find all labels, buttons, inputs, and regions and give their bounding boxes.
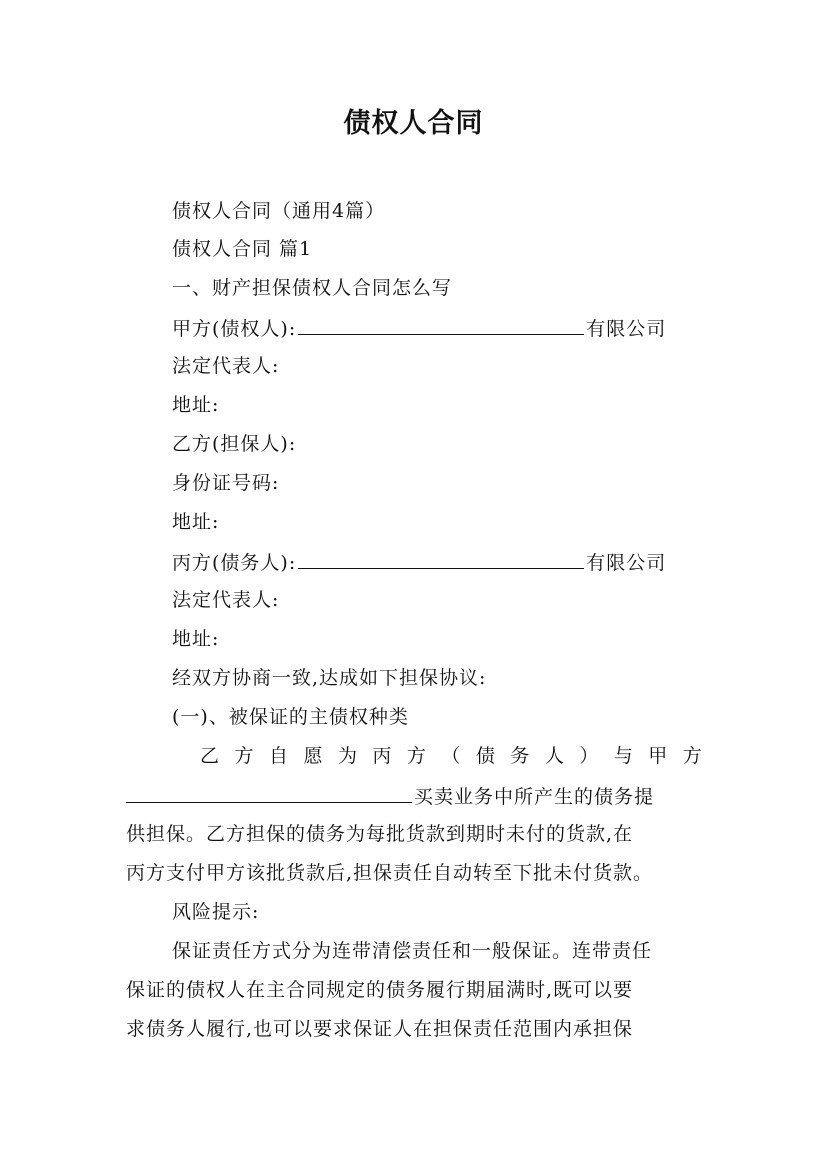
risk-text-line: 求债务人履行,也可以要求保证人在担保责任范围内承担保 xyxy=(126,1018,634,1040)
char: 甲 xyxy=(648,745,668,767)
clause-text-line xyxy=(200,743,702,769)
risk-notice-heading: 风险提示: xyxy=(172,901,260,923)
party-b-line: 乙方(担保人): xyxy=(172,433,297,455)
char: 为 xyxy=(337,745,357,767)
char: 债 xyxy=(475,745,495,767)
clause-text: 买卖业务中所产生的债务提 xyxy=(414,786,655,808)
clause-text-line: 供担保。乙方担保的债务为每批货款到期时未付的货款,在 xyxy=(126,823,634,845)
address-line: 地址: xyxy=(172,394,220,416)
party-a-blank xyxy=(298,314,584,335)
business-blank xyxy=(126,782,412,803)
char: 自 xyxy=(268,745,288,767)
char: 乙 xyxy=(200,745,220,767)
party-c-line xyxy=(172,548,666,576)
risk-text-line: 保证责任方式分为连带清偿责任和一般保证。连带责任 xyxy=(172,940,653,962)
subtitle-line: 债权人合同（通用4篇） xyxy=(172,200,386,222)
legal-rep-line: 法定代表人: xyxy=(172,589,280,611)
party-c-suffix: 有限公司 xyxy=(586,552,667,574)
char: 方 xyxy=(406,745,426,767)
legal-rep-line: 法定代表人: xyxy=(172,355,280,377)
party-c-blank xyxy=(298,548,584,569)
party-a-label: 甲方(债权人): xyxy=(172,318,297,340)
clause-text-line xyxy=(126,782,702,810)
section-heading: 债权人合同 篇1 xyxy=(172,238,313,260)
char: 与 xyxy=(613,745,633,767)
party-a-line xyxy=(172,314,666,342)
subsection-heading: 一、财产担保债权人合同怎么写 xyxy=(172,277,453,299)
address-line: 地址: xyxy=(172,628,220,650)
address-line: 地址: xyxy=(172,511,220,533)
id-number-line: 身份证号码: xyxy=(172,472,280,494)
document-title: 债权人合同 xyxy=(343,108,484,139)
char: 丙 xyxy=(372,745,392,767)
char: 方 xyxy=(682,745,702,767)
char: 方 xyxy=(234,745,254,767)
char: 务 xyxy=(510,745,530,767)
agreement-intro: 经双方协商一致,达成如下担保协议: xyxy=(172,667,487,689)
char: ） xyxy=(579,745,599,767)
party-c-label: 丙方(债务人): xyxy=(172,552,297,574)
clause-text-line: 丙方支付甲方该批货款后,担保责任自动转至下批未付货款。 xyxy=(126,862,654,884)
char: 人 xyxy=(544,745,564,767)
party-a-suffix: 有限公司 xyxy=(586,318,667,340)
char: 愿 xyxy=(303,745,323,767)
risk-text-line: 保证的债权人在主合同规定的债务履行期届满时,既可以要 xyxy=(126,979,634,1001)
clause-heading: (一)、被保证的主债权种类 xyxy=(172,706,409,728)
char: （ xyxy=(441,745,461,767)
